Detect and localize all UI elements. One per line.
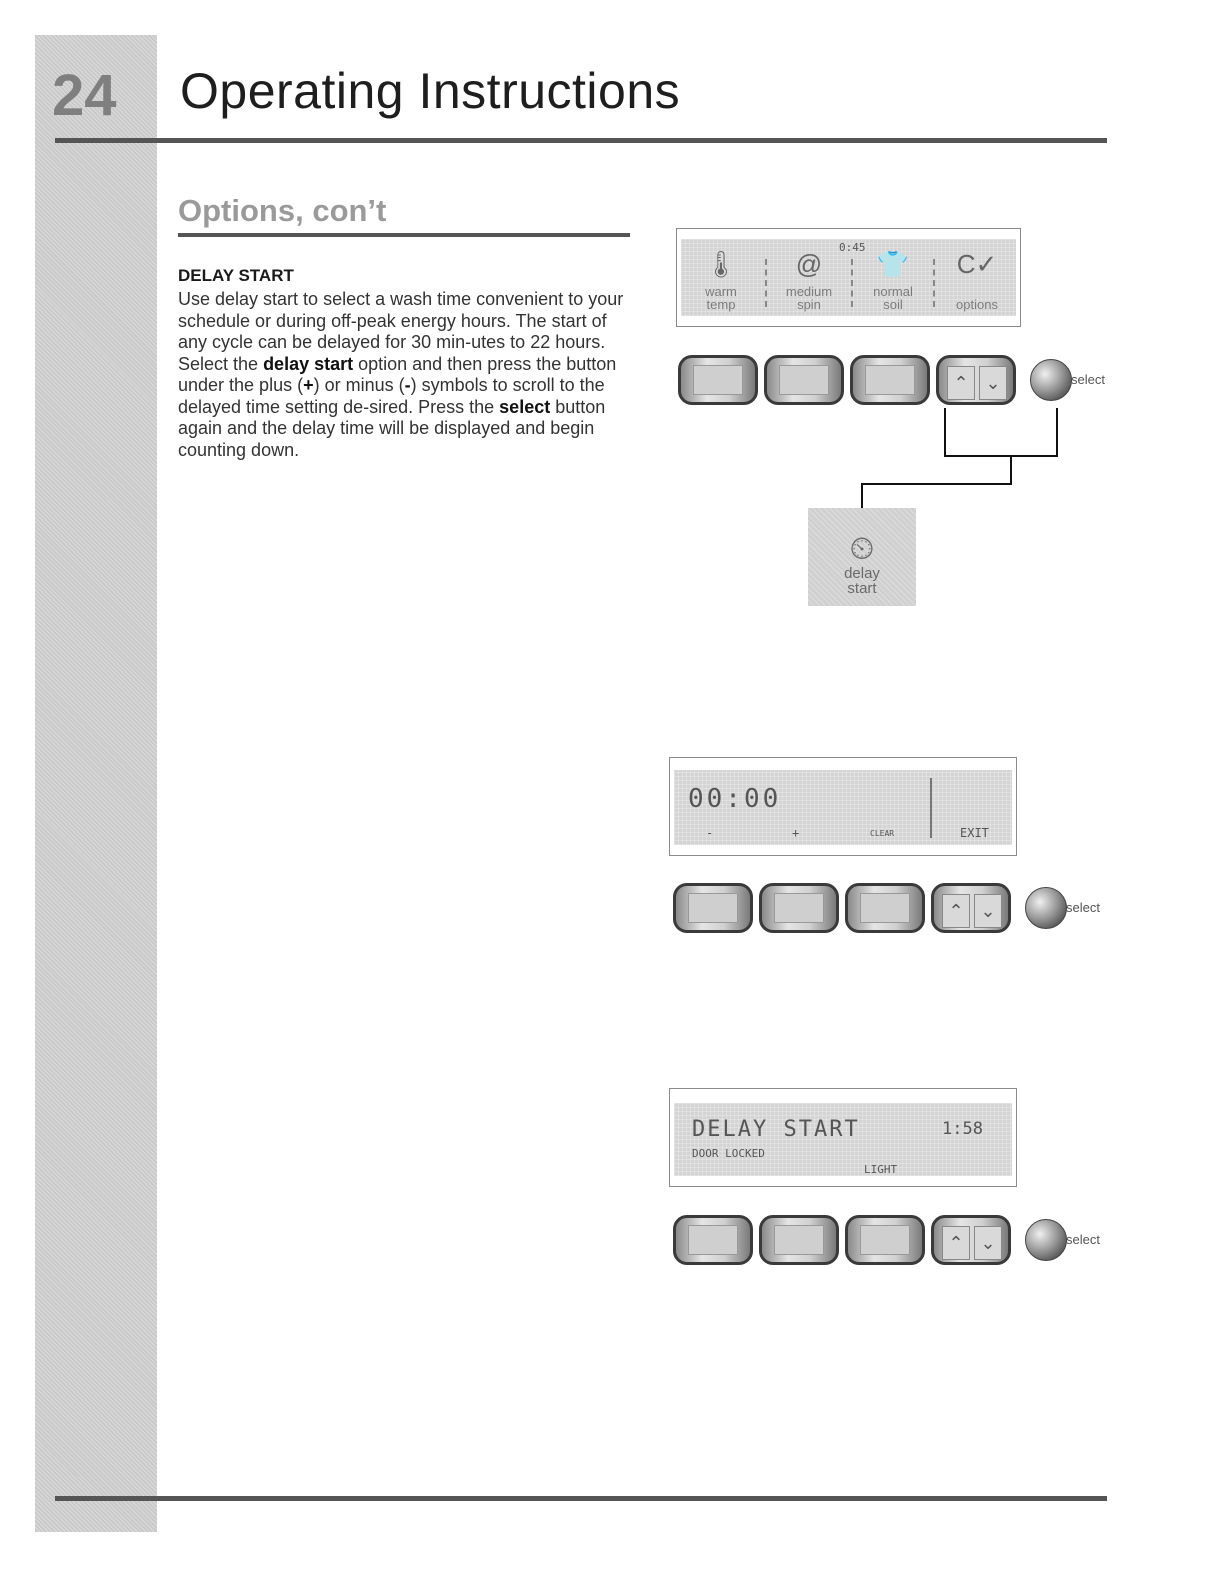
exit-label: EXIT [960, 826, 989, 840]
display-divider [930, 778, 932, 838]
option-button-2[interactable] [759, 1215, 839, 1265]
connector-line [861, 483, 863, 509]
display-divider [933, 259, 935, 307]
up-arrow-icon[interactable]: ⌃ [942, 1226, 970, 1260]
select-button[interactable] [1030, 359, 1072, 401]
clock-icon: ⏲ [849, 530, 875, 566]
plus-button[interactable] [759, 883, 839, 933]
delay-start-heading: DELAY START [178, 266, 294, 285]
down-arrow-icon[interactable]: ⌄ [979, 366, 1007, 400]
down-arrow-icon[interactable]: ⌄ [974, 894, 1002, 928]
select-label: select [1066, 900, 1100, 915]
thermometer-icon: 🌡 [704, 249, 738, 279]
delay-start-option-tile: ⏲ delay start [808, 508, 916, 606]
footer-rule [55, 1496, 1107, 1501]
section-title: Options, con’t [178, 193, 387, 228]
delay-time-display [669, 757, 1017, 856]
scroll-buttons[interactable] [936, 355, 1016, 405]
delay-start-status: DELAY START [692, 1117, 860, 1142]
display-time: 0:45 [839, 241, 866, 254]
control-buttons-3 [673, 1215, 1103, 1269]
option-medium-spin: @ medium spin [769, 249, 849, 311]
option-button-1[interactable] [678, 355, 758, 405]
delay-time-readout: 00:00 [688, 784, 782, 814]
options-check-icon: C✓ [956, 249, 998, 279]
display-divider [765, 259, 767, 307]
connector-line [944, 408, 946, 456]
connector-line [1010, 455, 1012, 485]
connector-line [944, 455, 1058, 457]
door-locked-label: DOOR LOCKED [692, 1147, 765, 1160]
option-button-1[interactable] [673, 1215, 753, 1265]
down-arrow-icon[interactable]: ⌄ [974, 1226, 1002, 1260]
option-normal-soil: 👕 normal soil [853, 249, 933, 311]
connector-line [1056, 408, 1058, 456]
control-buttons-1 [678, 355, 1108, 409]
minus-label: - [706, 826, 714, 840]
option-button-3[interactable] [845, 1215, 925, 1265]
up-arrow-icon[interactable]: ⌃ [942, 894, 970, 928]
header-rule [55, 138, 1107, 143]
minus-button[interactable] [673, 883, 753, 933]
countdown-display [669, 1088, 1017, 1187]
select-button[interactable] [1025, 1219, 1067, 1261]
countdown-time: 1:58 [942, 1119, 983, 1139]
connector-line [861, 483, 1012, 485]
light-label: LIGHT [864, 1163, 898, 1176]
option-warm-temp: 🌡 warm temp [681, 249, 761, 311]
clear-label: CLEAR [870, 829, 895, 838]
option-options: C✓ options [937, 249, 1017, 311]
section-rule [178, 233, 630, 237]
shirt-icon: 👕 [876, 249, 910, 279]
up-arrow-icon[interactable]: ⌃ [947, 366, 975, 400]
select-label: select [1071, 372, 1105, 387]
scroll-buttons[interactable] [931, 883, 1011, 933]
control-buttons-2 [673, 883, 1103, 937]
page-number: 24 [52, 63, 117, 128]
clear-button[interactable] [845, 883, 925, 933]
option-button-3[interactable] [850, 355, 930, 405]
option-button-2[interactable] [764, 355, 844, 405]
sidebar-band [35, 35, 157, 1532]
select-button[interactable] [1025, 887, 1067, 929]
scroll-buttons[interactable] [931, 1215, 1011, 1265]
spiral-icon: @ [795, 249, 823, 279]
options-display [676, 228, 1021, 327]
page-title: Operating Instructions [180, 63, 681, 119]
plus-label: + [792, 826, 800, 840]
delay-start-body: Use delay start to select a wash time convenient to your schedule or during off-peak energy hours. The start of any cycle can be delayed for 30 min-utes to 22 hours. Select the delay start option and then press the button under the plus (+) or minus (-) symbols to scroll to the delayed time setting de-sired. Press the select button again and the delay time will be displayed and begin counting down. [178, 289, 624, 460]
select-label: select [1066, 1232, 1100, 1247]
